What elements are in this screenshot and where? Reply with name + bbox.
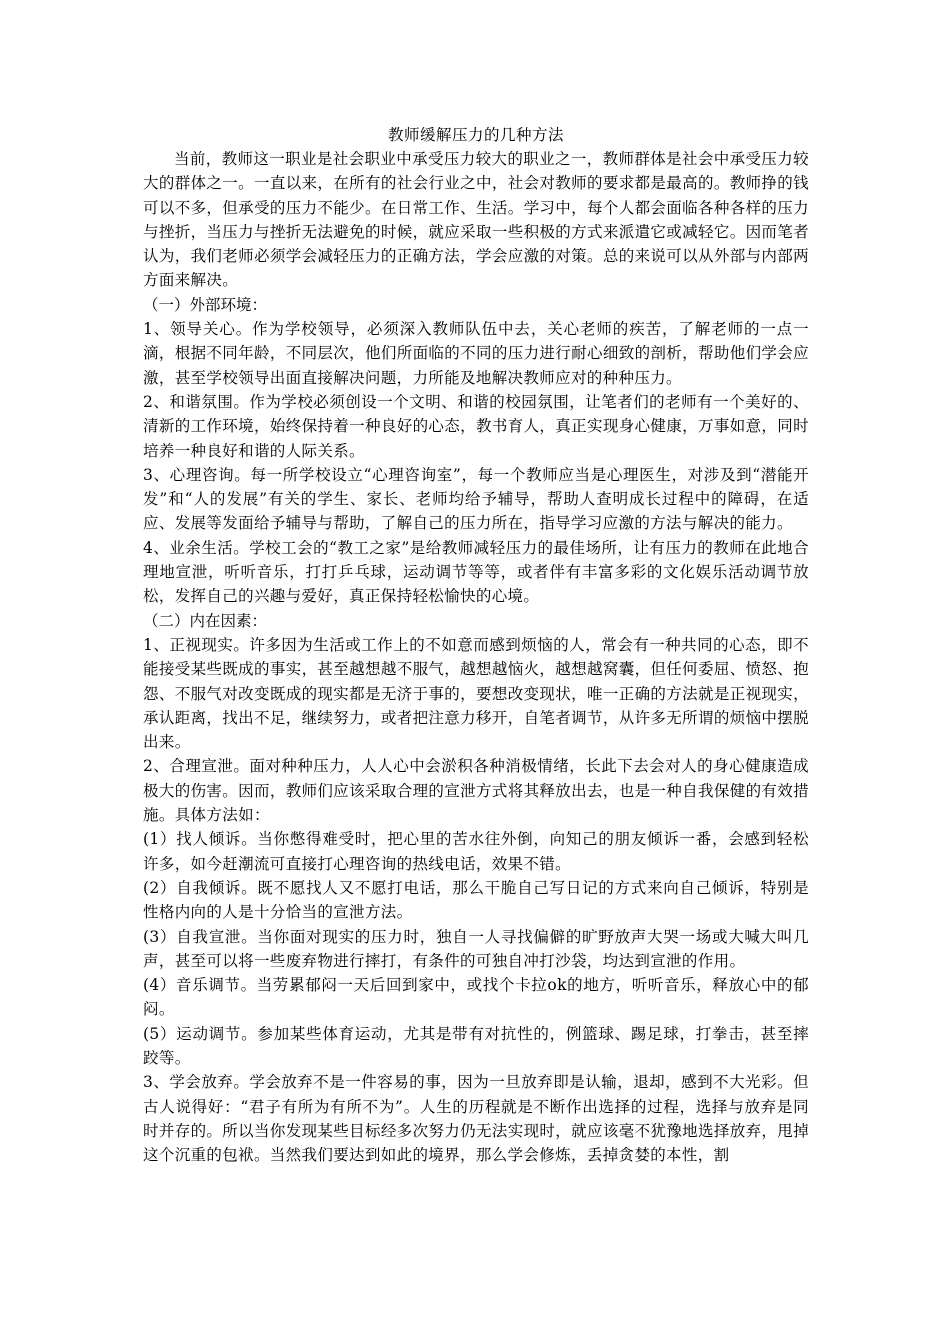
external-item-psychological-counseling: 3、心理咨询。每一所学校设立“心理咨询室”，每一个教师应当是心理医生，对涉及到“潜能开发”和“人的发展”有关的学生、家长、老师均给予辅导，帮助人查明成长过程中的障碍，在适应、发展等发面给予辅导与帮助，了解自己的压力所在，指导学习应激的方法与解决的能力。	[143, 465, 809, 533]
venting-method-self-release: (3）自我宣泄。当你面对现实的压力时，独自一人寻找偏僻的旷野放声大哭一场或大喊大叫几声，甚至可以将一些废弃物进行摔打，有条件的可独自冲打沙袋，均达到宣泄的作用。	[143, 927, 809, 970]
intro-paragraph: 当前，教师这一职业是社会职业中承受压力较大的职业之一，教师群体是社会中承受压力较大的群体之一。一直以来，在所有的社会行业之中，社会对教师的要求都是最高的。教师挣的钱可以不多，但承受的压力不能少。在日常工作、生活。学习中，每个人都会面临各种各样的压力与挫折，当压力与挫折无法避免的时候，就应采取一些积极的方式来派遣它或减轻它。因而笔者认为，我们老师必须学会减轻压力的正确方法，学会应激的对策。总的来说可以从外部与内部两方面来解决。	[143, 150, 809, 290]
venting-method-self-talk: (2）自我倾诉。既不愿找人又不愿打电话，那么干脆自己写日记的方式来向自己倾诉，特别是性格内向的人是十分恰当的宣泄方法。	[143, 878, 809, 922]
venting-method-talk-to-others: (1）找人倾诉。当你憋得难受时，把心里的苦水往外倒，向知己的朋友倾诉一番，会感到轻松许多，如今赶潮流可直接打心理咨询的热线电话，效果不错。	[143, 830, 809, 873]
internal-item-face-reality: 1、正视现实。许多因为生活或工作上的不如意而感到烦恼的人，常会有一种共同的心态，即不能接受某些既成的事实，甚至越想越不服气，越想越恼火，越想越窝囊，但任何委屈、愤怒、抱怨、不服气对改变既成的现实都是无济于事的，要想改变现状，唯一正确的方法就是正视现实，承认距离，找出不足，继续努力，或者把注意力移开，自笔者调节，从许多无所谓的烦恼中摆脱出来。	[143, 635, 809, 752]
external-item-leadership-care: 1、领导关心。作为学校领导，必须深入教师队伍中去，关心老师的疾苦，了解老师的一点一滴，根据不同年龄，不同层次，他们所面临的不同的压力进行耐心细致的剖析，帮助他们学会应激，甚至学校领导出面直接解决问题，力所能及地解决教师应对的种种压力。	[143, 320, 809, 387]
internal-item-reasonable-venting: 2、合理宣泄。面对种种压力，人人心中会淤积各种消极情绪，长此下去会对人的身心健康造成极大的伤害。因而，教师们应该采取合理的宣泄方式将其释放出去，也是一种自我保健的有效措施。具体方法如：	[143, 757, 809, 825]
internal-item-learn-to-let-go: 3、学会放弃。学会放弃不是一件容易的事，因为一旦放弃即是认输，退却，感到不大光彩。但古人说得好：“君子有所为有所不为”。人生的历程就是不断作出选择的过程，选择与放弃是同时并存的。所以当你发现某些目标经多次努力仍无法实现时，就应该毫不犹豫地选择放弃，甩掉这个沉重的包袱。当然我们要达到如此的境界，那么学会修炼，丢掉贪婪的本性，割	[143, 1073, 809, 1165]
section-heading-internal: （二）内在因素：	[143, 611, 268, 630]
document-title: 教师缓解压力的几种方法	[387, 126, 564, 144]
external-item-harmonious-atmosphere: 2、和谐氛围。作为学校必须创设一个文明、和谐的校园氛围，让笔者们的老师有一个美好的、清新的工作环境，始终保持着一种良好的心态，教书育人，真正实现身心健康，万事如意，同时培养一种良好和谐的人际关系。	[143, 392, 809, 460]
venting-method-music: (4）音乐调节。当劳累郁闷一天后回到家中，或找个卡拉ok的地方，听听音乐，释放心中的郁闷。	[143, 976, 809, 1019]
venting-method-exercise: (5）运动调节。参加某些体育运动，尤其是带有对抗性的，例篮球、踢足球，打拳击，甚至摔跤等。	[143, 1024, 809, 1067]
section-heading-external: （一）外部环境：	[143, 295, 268, 314]
document-body	[143, 124, 809, 1167]
external-item-leisure-life: 4、业余生活。学校工会的“教工之家”是给教师减轻压力的最佳场所，让有压力的教师在此地合理地宣泄，听听音乐，打打乒乓球，运动调节等等，或者伴有丰富多彩的文化娱乐活动调节放松，发挥自己的兴趣与爱好，真正保持轻松愉快的心境。	[143, 538, 809, 606]
